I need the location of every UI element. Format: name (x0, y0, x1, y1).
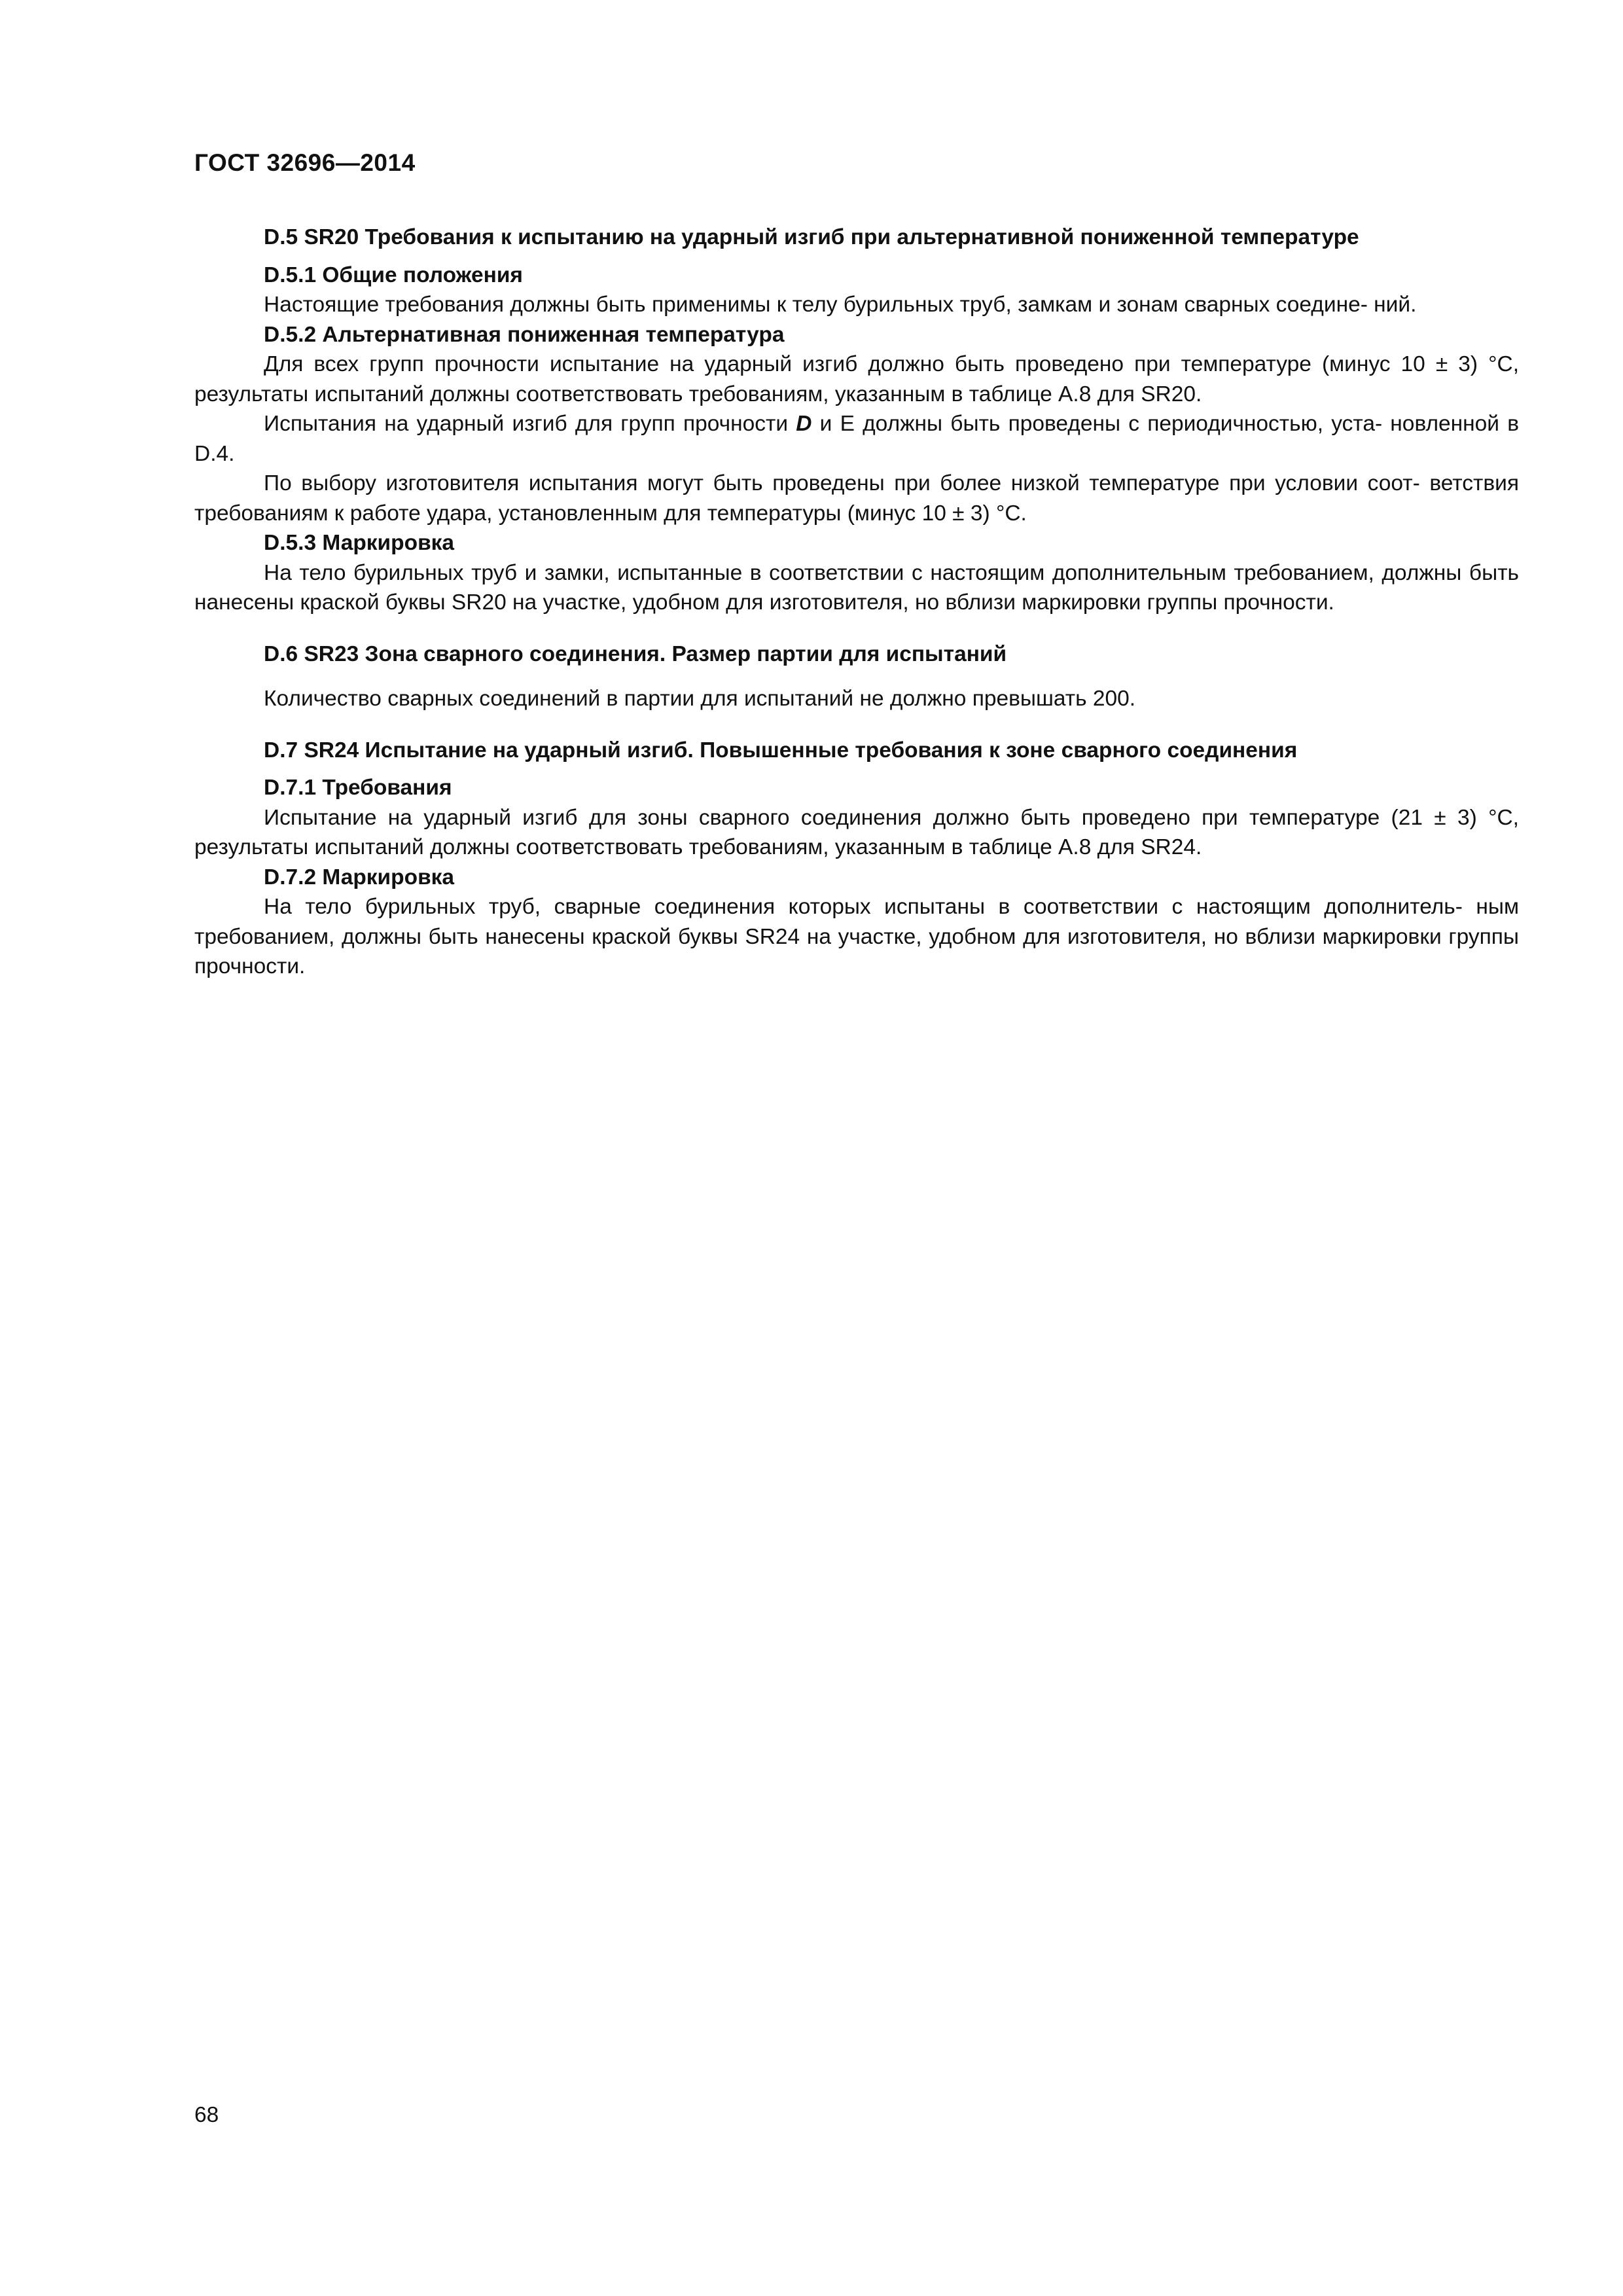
paragraph-d52-2 (194, 409, 1519, 469)
section-title-d7: D.7 SR24 Испытание на ударный изгиб. Повышенные требования к зоне сварного соединения (264, 738, 1298, 762)
paragraph-d6-1: Количество сварных соединений в партии для испытаний не должно превышать 200. (264, 687, 1136, 711)
subsection-title-d52: D.5.2 Альтернативная пониженная температура (264, 322, 785, 347)
subsection-title-d72: D.7.2 Маркировка (264, 865, 455, 889)
page-number: 68 (194, 2103, 219, 2127)
paragraph-d52-1: Для всех групп прочности испытание на ударный изгиб должно быть проведено при температуре (минус 10 ± 3) °С, результаты испытаний должны соответствовать требованиям, указанным в таблице А.8 для SR20. (194, 352, 1519, 406)
paragraph-d53-1: На тело бурильных труб и замки, испытанные в соответствии с настоящим дополнительным требованием, должны быть нанесены краской буквы SR20 на участке, удобном для изготовителя, но вблизи маркировки группы прочности. (194, 560, 1519, 615)
subsection-title-d71: D.7.1 Требования (264, 776, 452, 800)
section-title-d6: D.6 SR23 Зона сварного соединения. Размер партии для испытаний (264, 641, 1007, 666)
section-title-d5: D.5 SR20 Требования к испытанию на ударный изгиб при альтернативной пониженной температуре (264, 225, 1359, 249)
document-header: ГОСТ 32696—2014 (194, 149, 416, 176)
paragraph-d52-3: По выбору изготовителя испытания могут быть проведены при более низкой температуре при условии соот- ветствия требованиям к работе удара, установленным для температуры (минус 10 ± 3) °С. (194, 471, 1519, 526)
paragraph-d52-2-text-end: и Е должны быть проведены с периодичностью, уста- новленной в D.4. (194, 412, 1519, 466)
subsection-title-d53: D.5.3 Маркировка (264, 531, 455, 555)
paragraph-d52-2-text-start: Испытания на ударный изгиб для групп прочности (264, 412, 796, 436)
subsection-title-d51: D.5.1 Общие положения (264, 262, 523, 287)
document-body (194, 223, 1519, 982)
paragraph-d51-1: Настоящие требования должны быть применимы к телу бурильных труб, замкам и зонам сварных соедине- ний. (264, 293, 1417, 317)
strength-group-d: D (796, 412, 812, 436)
paragraph-d72-1: На тело бурильных труб, сварные соединения которых испытаны в соответствии с настоящим дополнитель- ным требованием, должны быть нанесены краской буквы SR24 на участке, удобном для изготовителя, но вблизи маркировки группы прочности. (194, 895, 1519, 978)
paragraph-d71-1: Испытание на ударный изгиб для зоны сварного соединения должно быть проведено при температуре (21 ± 3) °С, результаты испытаний должны соответствовать требованиям, указанным в таблице А.8 для SR24. (194, 805, 1519, 859)
